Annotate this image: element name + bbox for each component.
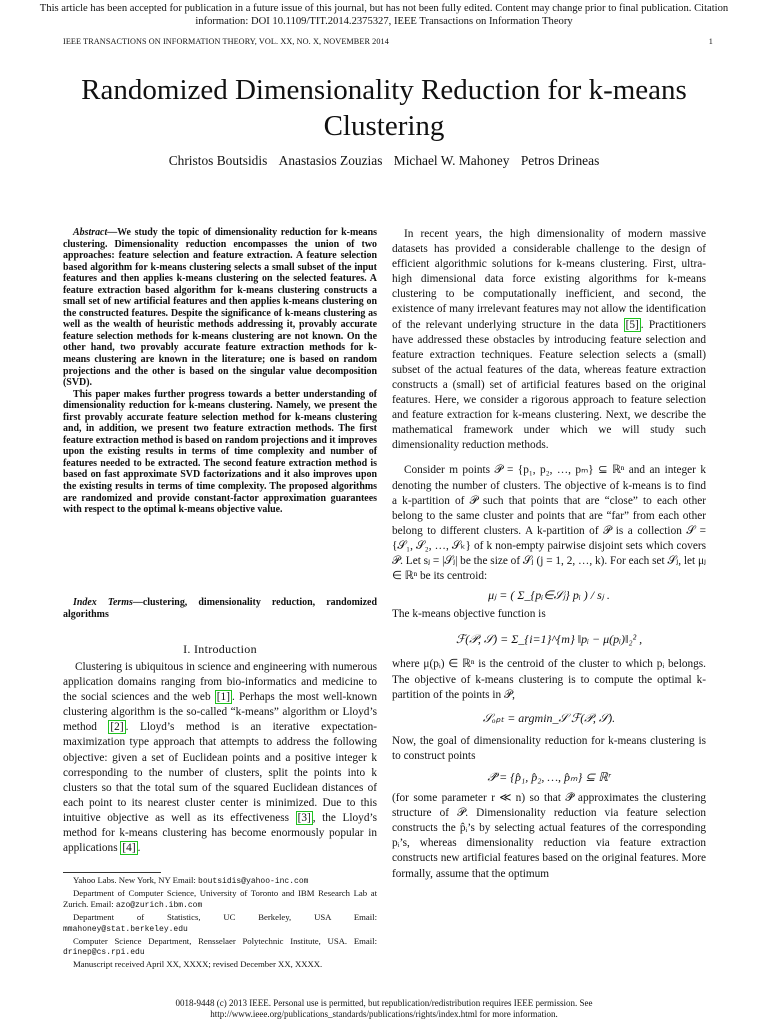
footnotes bbox=[63, 875, 377, 970]
abstract-lead: Abstract bbox=[73, 227, 108, 238]
abstract bbox=[63, 227, 377, 516]
right-column bbox=[392, 227, 706, 882]
footnote-affiliation-1 bbox=[63, 875, 377, 888]
paragraph-objective: The k-means objective function is bbox=[392, 608, 546, 621]
citation-link[interactable]: [5] bbox=[625, 318, 639, 331]
equation-objective: ℱ(𝒫, 𝒮) = Σ_{i=1}^{m} ‖pᵢ − μ(pᵢ)‖₂² , bbox=[455, 632, 643, 647]
footnote-text: Yahoo Labs. New York, NY Email: bbox=[73, 875, 199, 885]
intro-text-1: Clustering is ubiquitous in science and engineering with numerous application domains ranging from bio-informatics and medicine to the social sciences and the web bbox=[63, 661, 377, 704]
equation-projected-points: 𝒫̂ = {p̂₁, p̂₂, …, p̂ₘ} ⊆ ℝʳ bbox=[487, 770, 611, 784]
equation-argmin: 𝒮ₒₚₜ = argmin_𝒮 ℱ(𝒫, 𝒮). bbox=[482, 710, 616, 725]
citation-link[interactable]: [3] bbox=[297, 811, 311, 824]
footnote-text: Department of Statistics, UC Berkeley, USA Email: bbox=[73, 911, 377, 922]
copyright-footer bbox=[20, 998, 748, 1020]
author-list bbox=[40, 153, 728, 169]
page-number: 1 bbox=[708, 37, 713, 46]
intro-paragraph bbox=[63, 660, 377, 856]
index-terms bbox=[63, 597, 377, 620]
email-link[interactable]: mmahoney@stat.berkeley.edu bbox=[63, 924, 188, 934]
citation-link[interactable]: [4] bbox=[122, 842, 136, 855]
email-link[interactable]: boutsidis@yahoo-inc.com bbox=[198, 877, 309, 886]
intro-text-5: . bbox=[137, 842, 141, 855]
author-1: Christos Boutsidis bbox=[168, 153, 268, 168]
running-head bbox=[63, 37, 713, 46]
footnote-affiliation-4 bbox=[63, 936, 377, 960]
author-3: Michael W. Mahoney bbox=[393, 153, 510, 168]
intro-text-3: . Lloyd’s method is an iterative expectation-maximization type approach that attempts to address the following objective: given a set of Euclidean points and a positive integer k corresponding to the number of clusters, split the points into k clusters so that the total sum of the squared Euclidean distances of each point to its nearest cluster center is minimized. Due to this intuitive objective as well as its effectiveness bbox=[63, 721, 377, 824]
paragraph-motivation bbox=[392, 227, 706, 453]
paragraph-goal: Now, the goal of dimensionality reduction for k-means clustering is to construct points bbox=[392, 734, 706, 762]
author-4: Petros Drineas bbox=[520, 153, 600, 168]
journal-line: IEEE TRANSACTIONS ON INFORMATION THEORY, VOL. XX, NO. X, NOVEMBER 2014 bbox=[63, 37, 389, 46]
paragraph-definitions: Consider m points 𝒫 = {p₁, p₂, …, pₘ} ⊆ ℝⁿ and an integer k denoting the number of clusters. The objective of k-means is to find a k-partition of 𝒫 such that points that are “close” to each other belong to the same cluster and points that are “far” from each other belong to different clusters. A k-partition of 𝒫 is a collection 𝒮 = {𝒮₁, 𝒮₂, …, 𝒮ₖ} of k non-empty pairwise disjoint sets which covers 𝒫. Let sⱼ = |𝒮ⱼ| be the size of 𝒮ⱼ (j = 1, 2, …, k). For each set 𝒮ⱼ, let μⱼ ∈ ℝⁿ be its centroid: bbox=[392, 464, 706, 583]
intro-text-2: . Perhaps the most well-known clustering algorithm is the so-called “k-means” algorithm or Lloyd’s method bbox=[63, 691, 377, 734]
equation-centroid: μⱼ = ( Σ_{pᵢ∈𝒮ⱼ} pᵢ ) / sⱼ . bbox=[488, 588, 610, 603]
accepted-notice: This article has been accepted for publication in a future issue of this journal, but has not been fully edited. Content may change prior to final publication. Citation information: DOI 10.1109/TIT.2014.2375327, IEEE Transactions on Information Theory bbox=[39, 3, 729, 27]
copyright-line: 0018-9448 (c) 2013 IEEE. Personal use is permitted, but republication/redistribution requires IEEE permission. See bbox=[175, 998, 593, 1008]
abstract-paragraph-2: This paper makes further progress towards a better understanding of dimensionality reduction for k-means clustering. Namely, we present the first provably accurate feature selection method for k-means clustering and, in addition, we present two feature extraction methods. The first feature extraction method is based on random projections and it improves upon the existing results in terms of time complexity and number of features needed to be extracted. The second feature extraction method is based on fast approximate SVD factorizations and it also improves upon the existing results in terms of time complexity. The proposed algorithms are randomized and provide constant-factor approximation guarantees with respect to the optimal k-means objective value. bbox=[63, 388, 377, 516]
footnote-affiliation-2 bbox=[63, 888, 377, 912]
paper-title: Randomized Dimensionality Reduction for k-means Clustering bbox=[81, 74, 687, 142]
footnote-rule bbox=[63, 872, 161, 873]
paragraph-approximation: (for some parameter r ≪ n) so that 𝒫̂ approximates the clustering structure of 𝒫. Dimensionality reduction via feature selection constructs the p̂ᵢ’s by selecting actual features of the corresponding pᵢ’s, whereas dimensionality reduction via feature extraction constructs new artificial features based on the original features. More formally, assume that the optimum bbox=[392, 792, 706, 880]
footnote-affiliation-3 bbox=[63, 912, 377, 936]
paragraph-text: . Practitioners have addressed these obstacles by introducing feature selection and feature extraction techniques. Feature selection selects a (small) subset of the actual features of the data, whereas feature extraction constructs a (small) set of artificial features based on the original features. Here, we consider a rigorous approach to feature selection and feature extraction for k-means clustering. Next, we describe the mathematical framework under which we will study such dimensionality reduction methods. bbox=[392, 318, 706, 452]
author-2: Anastasios Zouzias bbox=[278, 153, 383, 168]
citation-link[interactable]: [2] bbox=[110, 721, 124, 734]
paragraph-text: In recent years, the high dimensionality of modern massive datasets has provided a considerable challenge to the design of efficient algorithmic solutions for k-means clustering. First, ultra-high dimensional data force existing algorithms for k-means clustering to be computationally inefficient, and second, the existence of many irrelevant features may not allow the identification of the relevant underlying structure in the data bbox=[392, 228, 706, 331]
email-link[interactable]: azo@zurich.ibm.com bbox=[115, 900, 203, 910]
footnote-text: Computer Science Department, Rensselaer Polytechnic Institute, USA. Email: bbox=[73, 935, 377, 946]
abstract-paragraph-1: —We study the topic of dimensionality reduction for k-means clustering. Dimensionality reduction encompasses the union of two approaches: feature selection and feature extraction. A feature selection based algorithm for k-means clustering selects a small subset of the input features and then applies k-means clustering on the selected features. A feature extraction based algorithm for k-means clustering constructs a small set of new artificial features and then applies k-means clustering on the constructed features. Despite the significance of k-means clustering as well as the wealth of heuristic methods addressing it, provably accurate feature selection methods for k-means clustering are not known. On the other hand, two provably accurate feature extraction methods for k-means clustering are known in the literature; one is based on random projections and the other is based on the singular value decomposition (SVD). bbox=[63, 227, 377, 389]
email-link[interactable]: drinep@cs.rpi.edu bbox=[63, 948, 145, 958]
rights-url[interactable]: http://www.ieee.org/publications_standards/publications/rights/index.html for more information. bbox=[210, 1009, 558, 1019]
paragraph-centroid-def: where μ(pᵢ) ∈ ℝⁿ is the centroid of the cluster to which pᵢ belongs. The objective of k-means clustering is to compute the optimal k-partition of the points in 𝒫, bbox=[392, 658, 706, 701]
footnote-manuscript: Manuscript received April XX, XXXX; revised December XX, XXXX. bbox=[73, 959, 323, 970]
footnote-text: Department of Computer Science, University of Toronto and IBM Research Lab at Zurich. Email: bbox=[63, 887, 377, 909]
section-heading: I. Introduction bbox=[183, 642, 257, 656]
index-terms-lead: Index Terms bbox=[73, 597, 133, 608]
intro-text-4: , the Lloyd’s method for k-means clustering has become enormously popular in applications bbox=[63, 811, 377, 855]
index-terms-text: —clustering, dimensionality reduction, randomized algorithms bbox=[63, 597, 377, 620]
citation-link[interactable]: [1] bbox=[216, 691, 230, 704]
